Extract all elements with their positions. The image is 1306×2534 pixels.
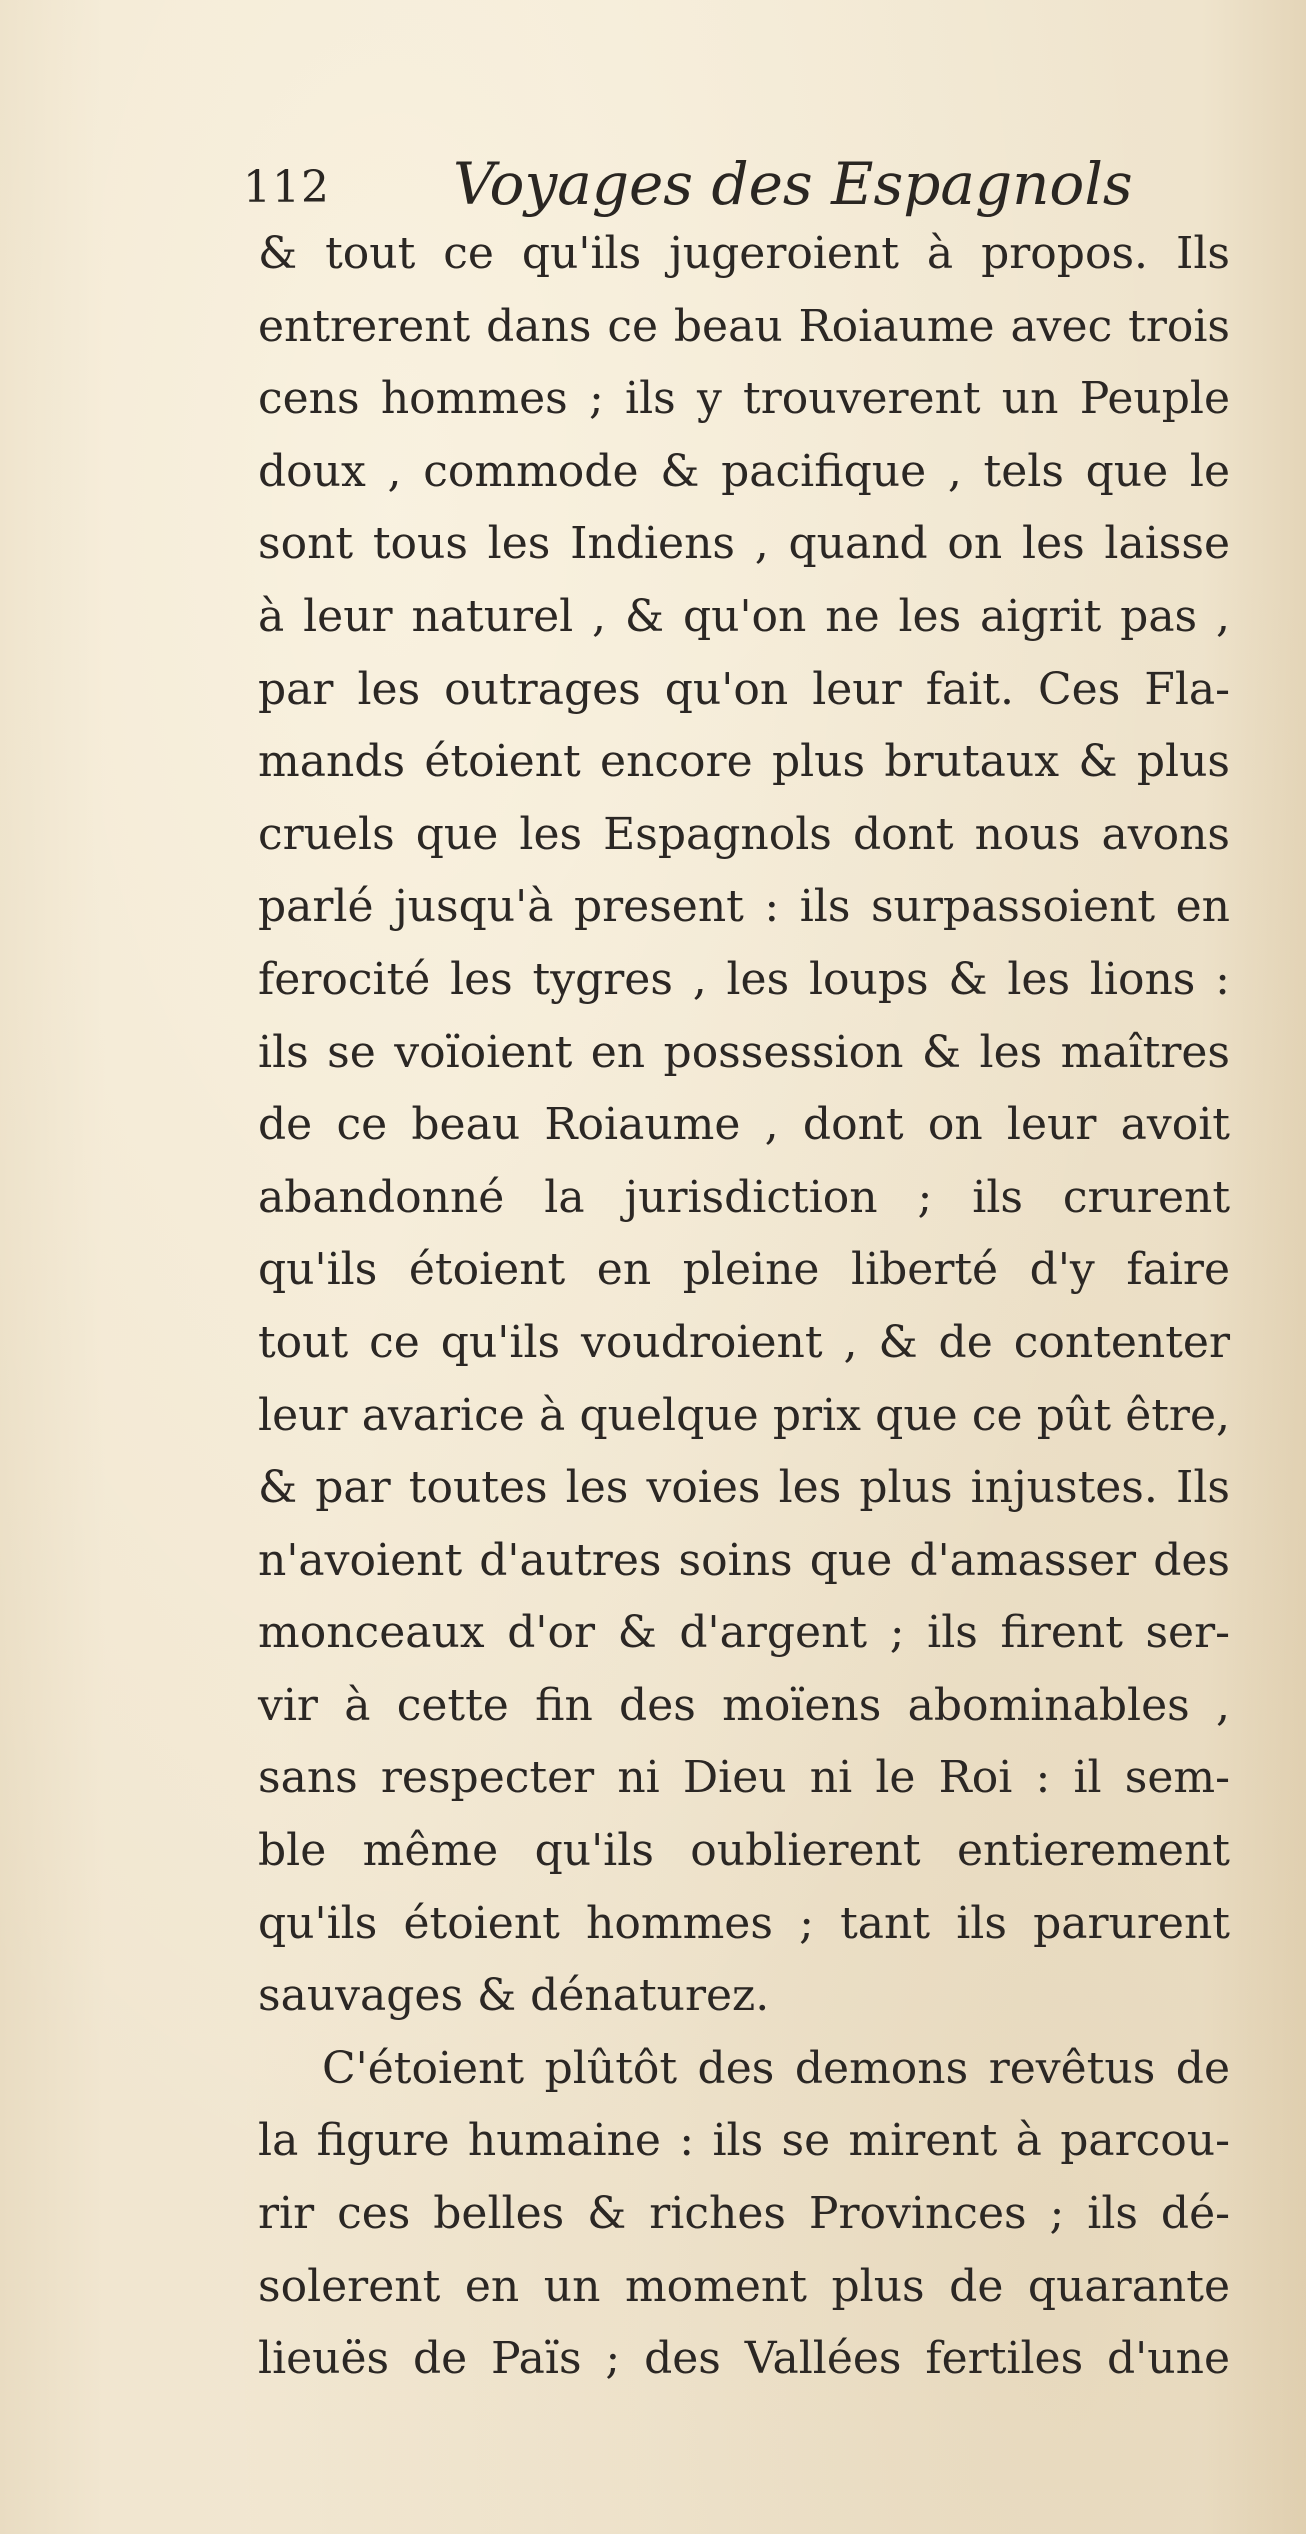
page-number: 112 — [243, 162, 330, 213]
text-line: qu'ils étoient en pleine liberté d'y faire — [258, 1244, 1230, 1296]
text-line: ils se voïoient en possession & les maîtres — [258, 1026, 1230, 1078]
text-line: sans respecter ni Dieu ni le Roi : il sem- — [258, 1752, 1230, 1804]
text-line: sont tous les Indiens , quand on les laisse — [258, 518, 1230, 570]
text-line: leur avarice à quelque prix que ce pût être, — [258, 1389, 1230, 1441]
text-line: C'étoient plûtôt des demons revêtus de — [322, 2042, 1230, 2094]
running-title: Voyages des Espagnols — [453, 150, 1133, 218]
text-line: & par toutes les voies les plus injustes. Ils — [258, 1462, 1230, 1514]
paragraph-1 — [258, 218, 1230, 2033]
text-line: sauvages & dénaturez. — [258, 1970, 770, 2022]
body-text — [258, 218, 1230, 2396]
text-line: ble même qu'ils oublierent entierement — [258, 1825, 1230, 1877]
text-line: n'avoient d'autres soins que d'amasser des — [258, 1534, 1230, 1586]
text-line: monceaux d'or & d'argent ; ils firent ser- — [258, 1607, 1230, 1659]
text-line: entrerent dans ce beau Roiaume avec trois — [258, 300, 1230, 352]
text-line: cruels que les Espagnols dont nous avons — [258, 808, 1230, 860]
text-line: de ce beau Roiaume , dont on leur avoit — [258, 1099, 1230, 1151]
text-line: par les outrages qu'on leur fait. Ces Fla- — [258, 663, 1230, 715]
text-line: à leur naturel , & qu'on ne les aigrit pas , — [258, 590, 1230, 642]
text-line: lieuës de Païs ; des Vallées fertiles d'une — [258, 2333, 1230, 2385]
text-line: parlé jusqu'à present : ils surpassoient en — [258, 881, 1230, 933]
text-line: doux , commode & pacifique , tels que le — [258, 445, 1230, 497]
text-line: qu'ils étoient hommes ; tant ils parurent — [258, 1897, 1230, 1949]
text-line: tout ce qu'ils voudroient , & de contenter — [258, 1316, 1230, 1368]
text-line: solerent en un moment plus de quarante — [258, 2260, 1230, 2312]
text-line: rir ces belles & riches Provinces ; ils dé- — [258, 2188, 1230, 2240]
text-line: abandonné la jurisdiction ; ils crurent — [258, 1171, 1230, 1223]
text-line: cens hommes ; ils y trouverent un Peuple — [258, 373, 1230, 425]
text-line: la figure humaine : ils se mirent à parcou- — [258, 2115, 1230, 2167]
text-line: & tout ce qu'ils jugeroient à propos. Ils — [258, 228, 1230, 279]
text-line: ferocité les tygres , les loups & les lions : — [258, 953, 1230, 1005]
paragraph-2 — [258, 2033, 1230, 2396]
text-line: mands étoient encore plus brutaux & plus — [258, 736, 1230, 788]
text-line: vir à cette fin des moïens abominables , — [258, 1679, 1230, 1731]
